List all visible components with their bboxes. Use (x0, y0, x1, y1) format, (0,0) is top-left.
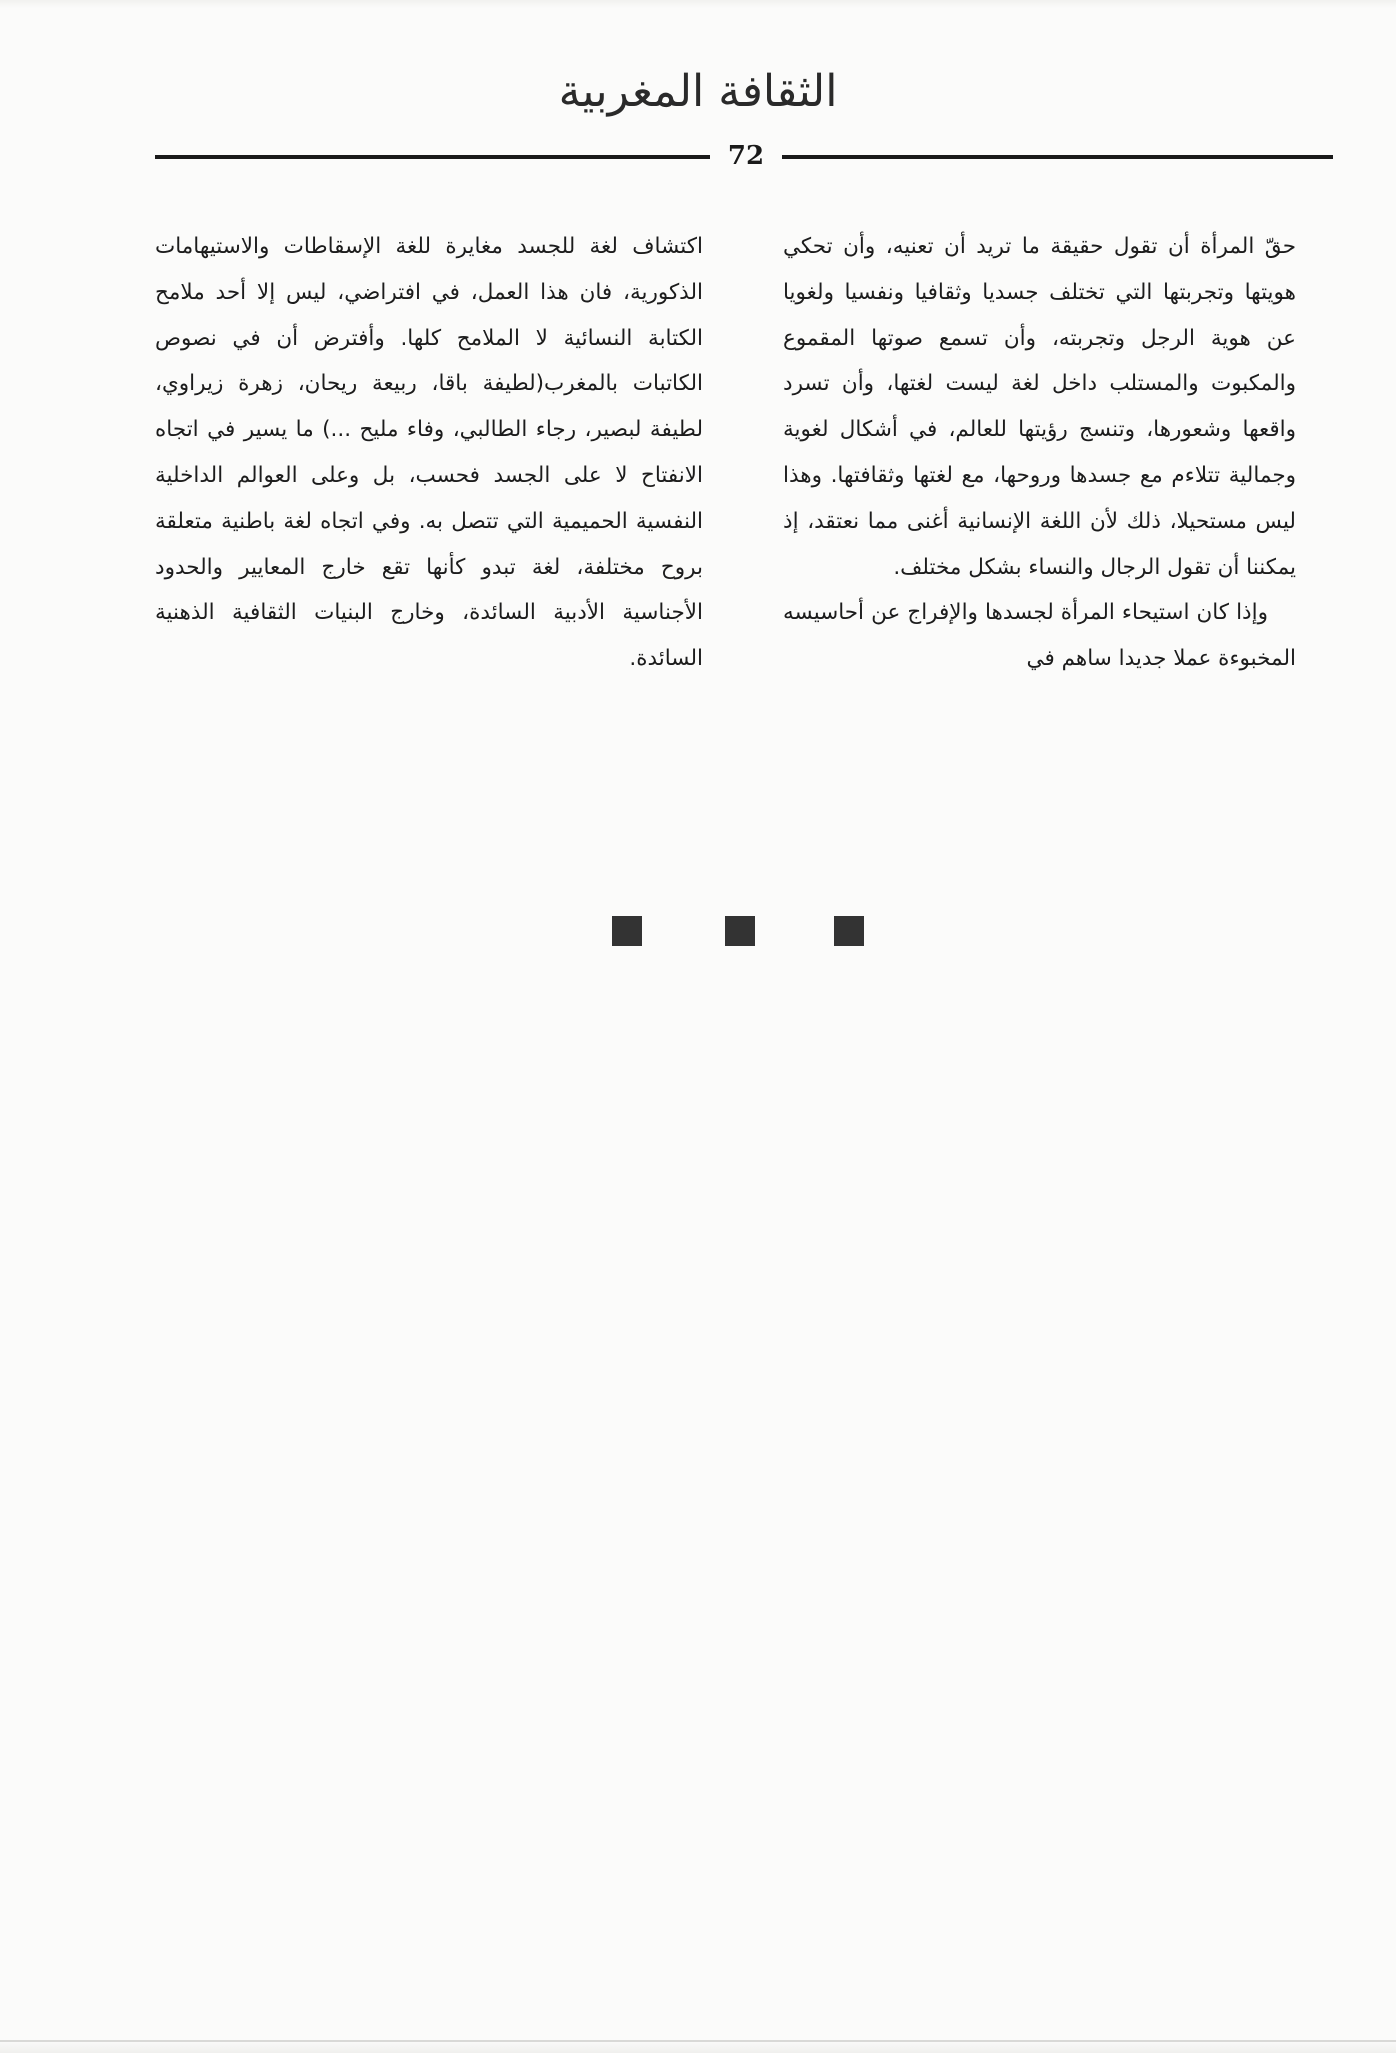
header-rule-right (782, 155, 1333, 159)
separator-square (725, 916, 755, 946)
separator-square (612, 916, 642, 946)
page-number: 72 (727, 141, 765, 171)
page-bottom-edge (0, 2040, 1396, 2042)
body-paragraph: وإذا كان استيحاء المرأة لجسدها والإفراج عن أحاسيسه المخبوءة عملا جديدا ساهم في (783, 600, 1296, 672)
separator-square (834, 916, 864, 946)
body-paragraph: اكتشاف لغة للجسد مغايرة للغة الإسقاطات والاستيهامات الذكورية، فان هذا العمل، في افتراضي، ليس إلا أحد ملامح الكتابة النسائية لا الملامح كلها. وأفترض أن في نصوص الكاتبات بالمغرب(لطيفة باقا، ربيعة ريحان، زهرة زيراوي، لطيفة لبصير، رجاء الطالبي، وفاء مليح ...) ما يسير في اتجاه الانفتاح لا على الجسد فحسب، بل وعلى العوالم الداخلية النفسية الحميمية التي تتصل به. وفي اتجاه لغة باطنية متعلقة بروح مختلفة، لغة تبدو كأنها تقع خارج المعايير والحدود الأجناسية الأدبية السائدة، وخارج البنيات الثقافية الذهنية السائدة. (155, 234, 703, 672)
body-paragraph: حقّ المرأة أن تقول حقيقة ما تريد أن تعنيه، وأن تحكي هويتها وتجربتها التي تختلف جسديا وثقافيا ونفسيا ولغويا عن هوية الرجل وتجربته، وأن تسمع صوتها المقموع والمكبوت والمستلب داخل لغة ليست لغتها، وأن تسرد واقعها وشعورها، وتنسج رؤيتها للعالم، في أشكال لغوية وجمالية تتلاءم مع جسدها وروحها، مع لغتها وثقافتها. وهذا ليس مستحيلا، ذلك لأن اللغة الإنسانية أغنى مما نعتقد، إذ يمكننا أن تقول الرجال والنساء بشكل مختلف. (783, 234, 1296, 580)
header-rule-left (155, 155, 710, 159)
text-column-right (783, 224, 1296, 682)
section-separator (612, 916, 872, 946)
journal-title: الثقافة المغربية (558, 66, 838, 117)
text-column-left (155, 224, 703, 682)
